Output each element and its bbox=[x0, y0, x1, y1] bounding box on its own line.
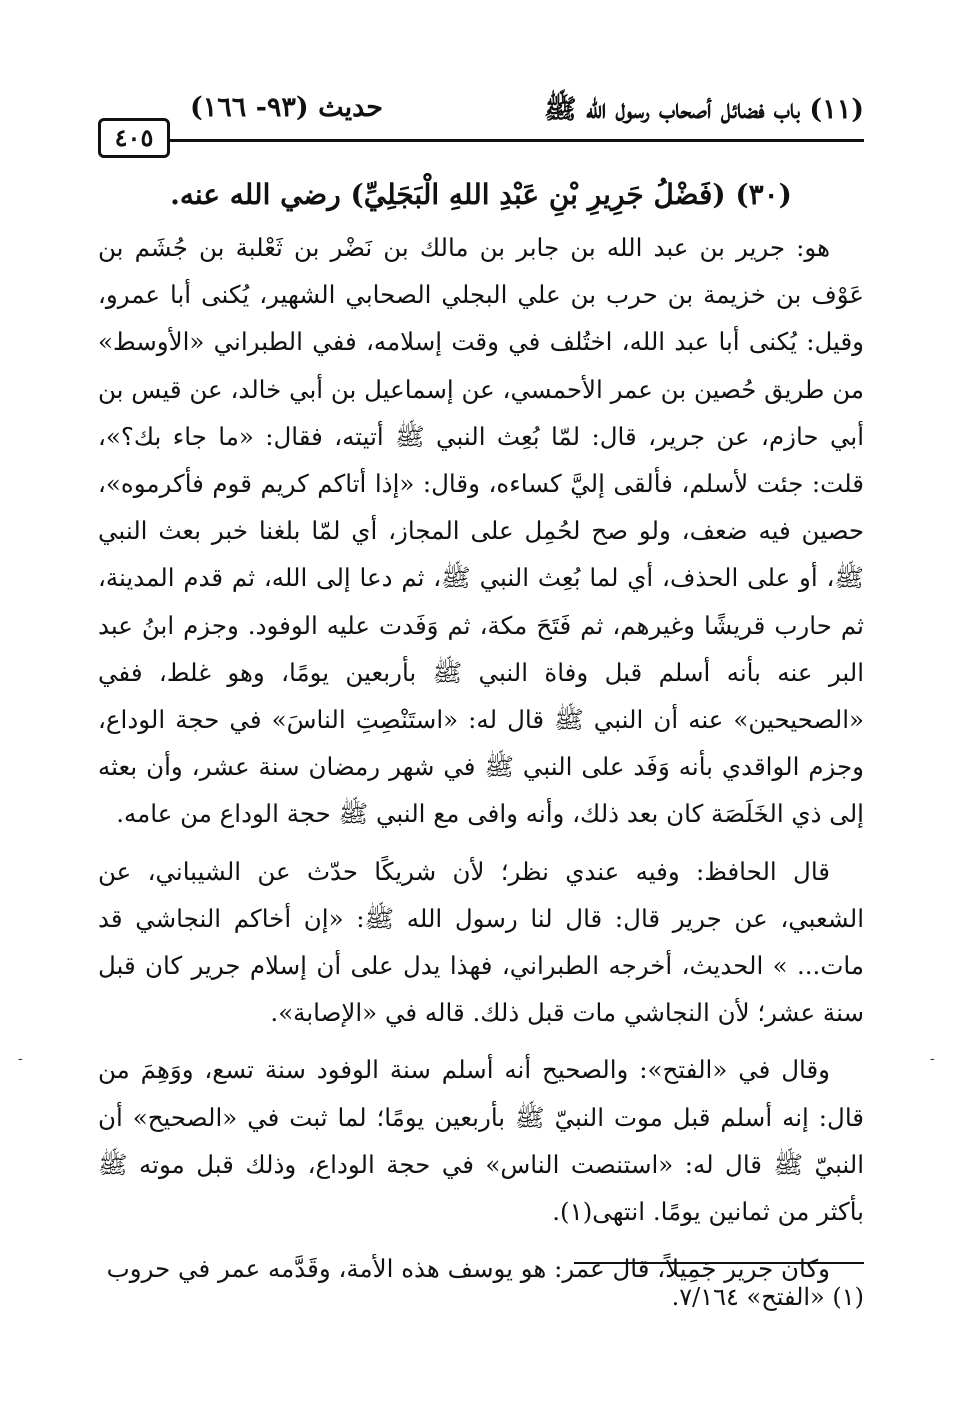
header-rule bbox=[168, 139, 864, 142]
paragraph: وكان جرير جَمِيلاً، قال عمر: هو يوسف هذه الأمة، وقَدَّمه عمر في حروب bbox=[106, 1254, 830, 1284]
footnote: (١) «الفتح» ٧/١٦٤. bbox=[671, 1283, 864, 1311]
margin-mark: - bbox=[930, 1051, 935, 1067]
page-number: ٤٠٥ bbox=[98, 118, 170, 158]
section-title: (٣٠) (فَضْلُ جَرِيرِ بْنِ عَبْدِ اللهِ الْبَجَلِيِّ) رضي الله عنه. bbox=[170, 178, 792, 211]
paragraph: قال الحافظ: وفيه عندي نظر؛ لأن شريكًا حدّث عن الشيباني، عن الشعبي، عن جرير قال: قال لنا رسول الله ﷺ: «إن أخاكم النجاشي قد مات... » الحديث، أخرجه الطبراني، فهذا يدل على أن إسلام جرير كان قبل سنة عشر؛ لأن النجاشي مات قبل ذلك. قاله في «الإصابة». bbox=[98, 856, 864, 1028]
hadith-range: حديث (٩٣- ١٦٦) bbox=[190, 92, 383, 123]
margin-mark: - bbox=[18, 1051, 23, 1067]
body-text bbox=[98, 224, 864, 1302]
paragraph: وقال في «الفتح»: والصحيح أنه أسلم سنة الوفود سنة تسع، ووَهِمَ من قال: إنه أسلم قبل موت النبيّ ﷺ بأربعين يومًا؛ لما ثبت في «الصحيح» أن النبيّ ﷺ قال له: «استنصت الناس» في حجة الوداع، وذلك قبل موته ﷺ بأكثر من ثمانين يومًا. انتهى(١). bbox=[98, 1055, 864, 1227]
chapter-heading: (١١) باب فضائل أصحاب رسول الله ﷺ bbox=[543, 94, 864, 125]
footnote-separator bbox=[574, 1262, 864, 1264]
running-header bbox=[98, 92, 864, 162]
paragraph: هو: جرير بن عبد الله بن جابر بن مالك بن نَضْر بن ثَعْلبة بن جُشَم بن عَوْف بن خزيمة بن حرب بن علي البجلي الصحابي الشهير، يُكنى أبا عمرو، وقيل: يُكنى أبا عبد الله، اختُلف في وقت إسلامه، ففي الطبراني «الأوسط» من طريق حُصين بن عمر الأحمسي، عن إسماعيل بن أبي خالد، عن قيس بن أبي حازم، عن جرير، قال: لمّا بُعِث النبي ﷺ أتيته، فقال: «ما جاء بك؟»، قلت: جئت لأسلم، فألقى إليَّ كساءه، وقال: «إذا أتاكم كريم قوم فأكرموه»، حصين فيه ضعف، ولو صح لحُمِل على المجاز، أي لمّا بلغنا خبر بعث النبي ﷺ، أو على الحذف، أي لما بُعِث النبي ﷺ، ثم دعا إلى الله، ثم قدم المدينة، ثم حارب قريشًا وغيرهم، ثم فَتَحَ مكة، ثم وَفَدت عليه الوفود. وجزم ابنُ عبد البر عنه بأنه أسلم قبل وفاة النبي ﷺ بأربعين يومًا، وهو غلط، ففي «الصحيحين» عنه أن النبي ﷺ قال له: «استَنْصِتِ الناسَ» في حجة الوداع، وجزم الواقدي بأنه وَفَد على النبي ﷺ في شهر رمضان سنة عشر، وأن بعثه إلى ذي الخَلَصَة كان بعد ذلك، وأنه وافى مع النبي ﷺ حجة الوداع من عامه. bbox=[98, 233, 864, 829]
